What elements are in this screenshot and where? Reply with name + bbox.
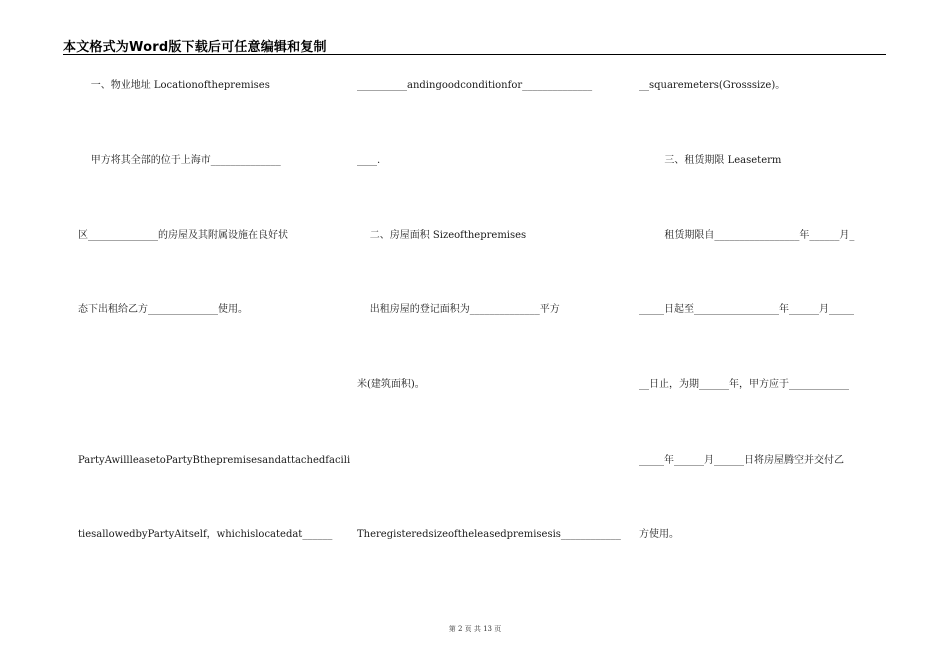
text-line: 区______________的房屋及其附属设施在良好状: [78, 230, 288, 241]
text-line: 一、物业地址 Locationofthepremises: [78, 80, 270, 91]
text-line: 甲方将其全部的位于上海市______________: [78, 155, 281, 166]
text-line: ____.: [357, 155, 381, 166]
text-column-3: [639, 0, 889, 672]
text-line: tiesallowedbyPartyAitself，whichislocatedat______: [78, 529, 333, 540]
text-line: 二、房屋面积 Sizeofthepremises: [357, 230, 527, 241]
text-line: _____年______月______日将房屋腾空并交付乙: [639, 455, 844, 466]
text-line: PartyAwillleasetoPartyBthepremisesandattachedfacili: [78, 455, 351, 466]
text-line: 租赁期限自_________________年______月_: [639, 230, 855, 241]
page-number: 第 2 页 共 13 页: [448, 625, 502, 633]
text-line: Theregisteredsizeoftheleasedpremisesis____________: [357, 529, 621, 540]
text-line: 出租房屋的登记面积为______________平方: [357, 304, 560, 315]
text-line: 三、租赁期限 Leaseterm: [639, 155, 782, 166]
text-column-1: [78, 0, 351, 672]
text-line: __squaremeters(Grosssize)。: [639, 80, 786, 91]
text-line: 态下出租给乙方______________使用。: [78, 304, 248, 315]
text-line: __日止，为期______年，甲方应于____________: [639, 379, 849, 390]
text-line: 方使用。: [639, 529, 679, 540]
text-line: __________andingoodconditionfor______________: [357, 80, 593, 91]
header-title: 本文格式为Word版下载后可任意编辑和复制: [63, 40, 327, 55]
text-line: 米(建筑面积)。: [357, 379, 425, 390]
text-line: _____日起至_________________年______月_____: [639, 304, 854, 315]
text-column-2: [357, 0, 621, 672]
